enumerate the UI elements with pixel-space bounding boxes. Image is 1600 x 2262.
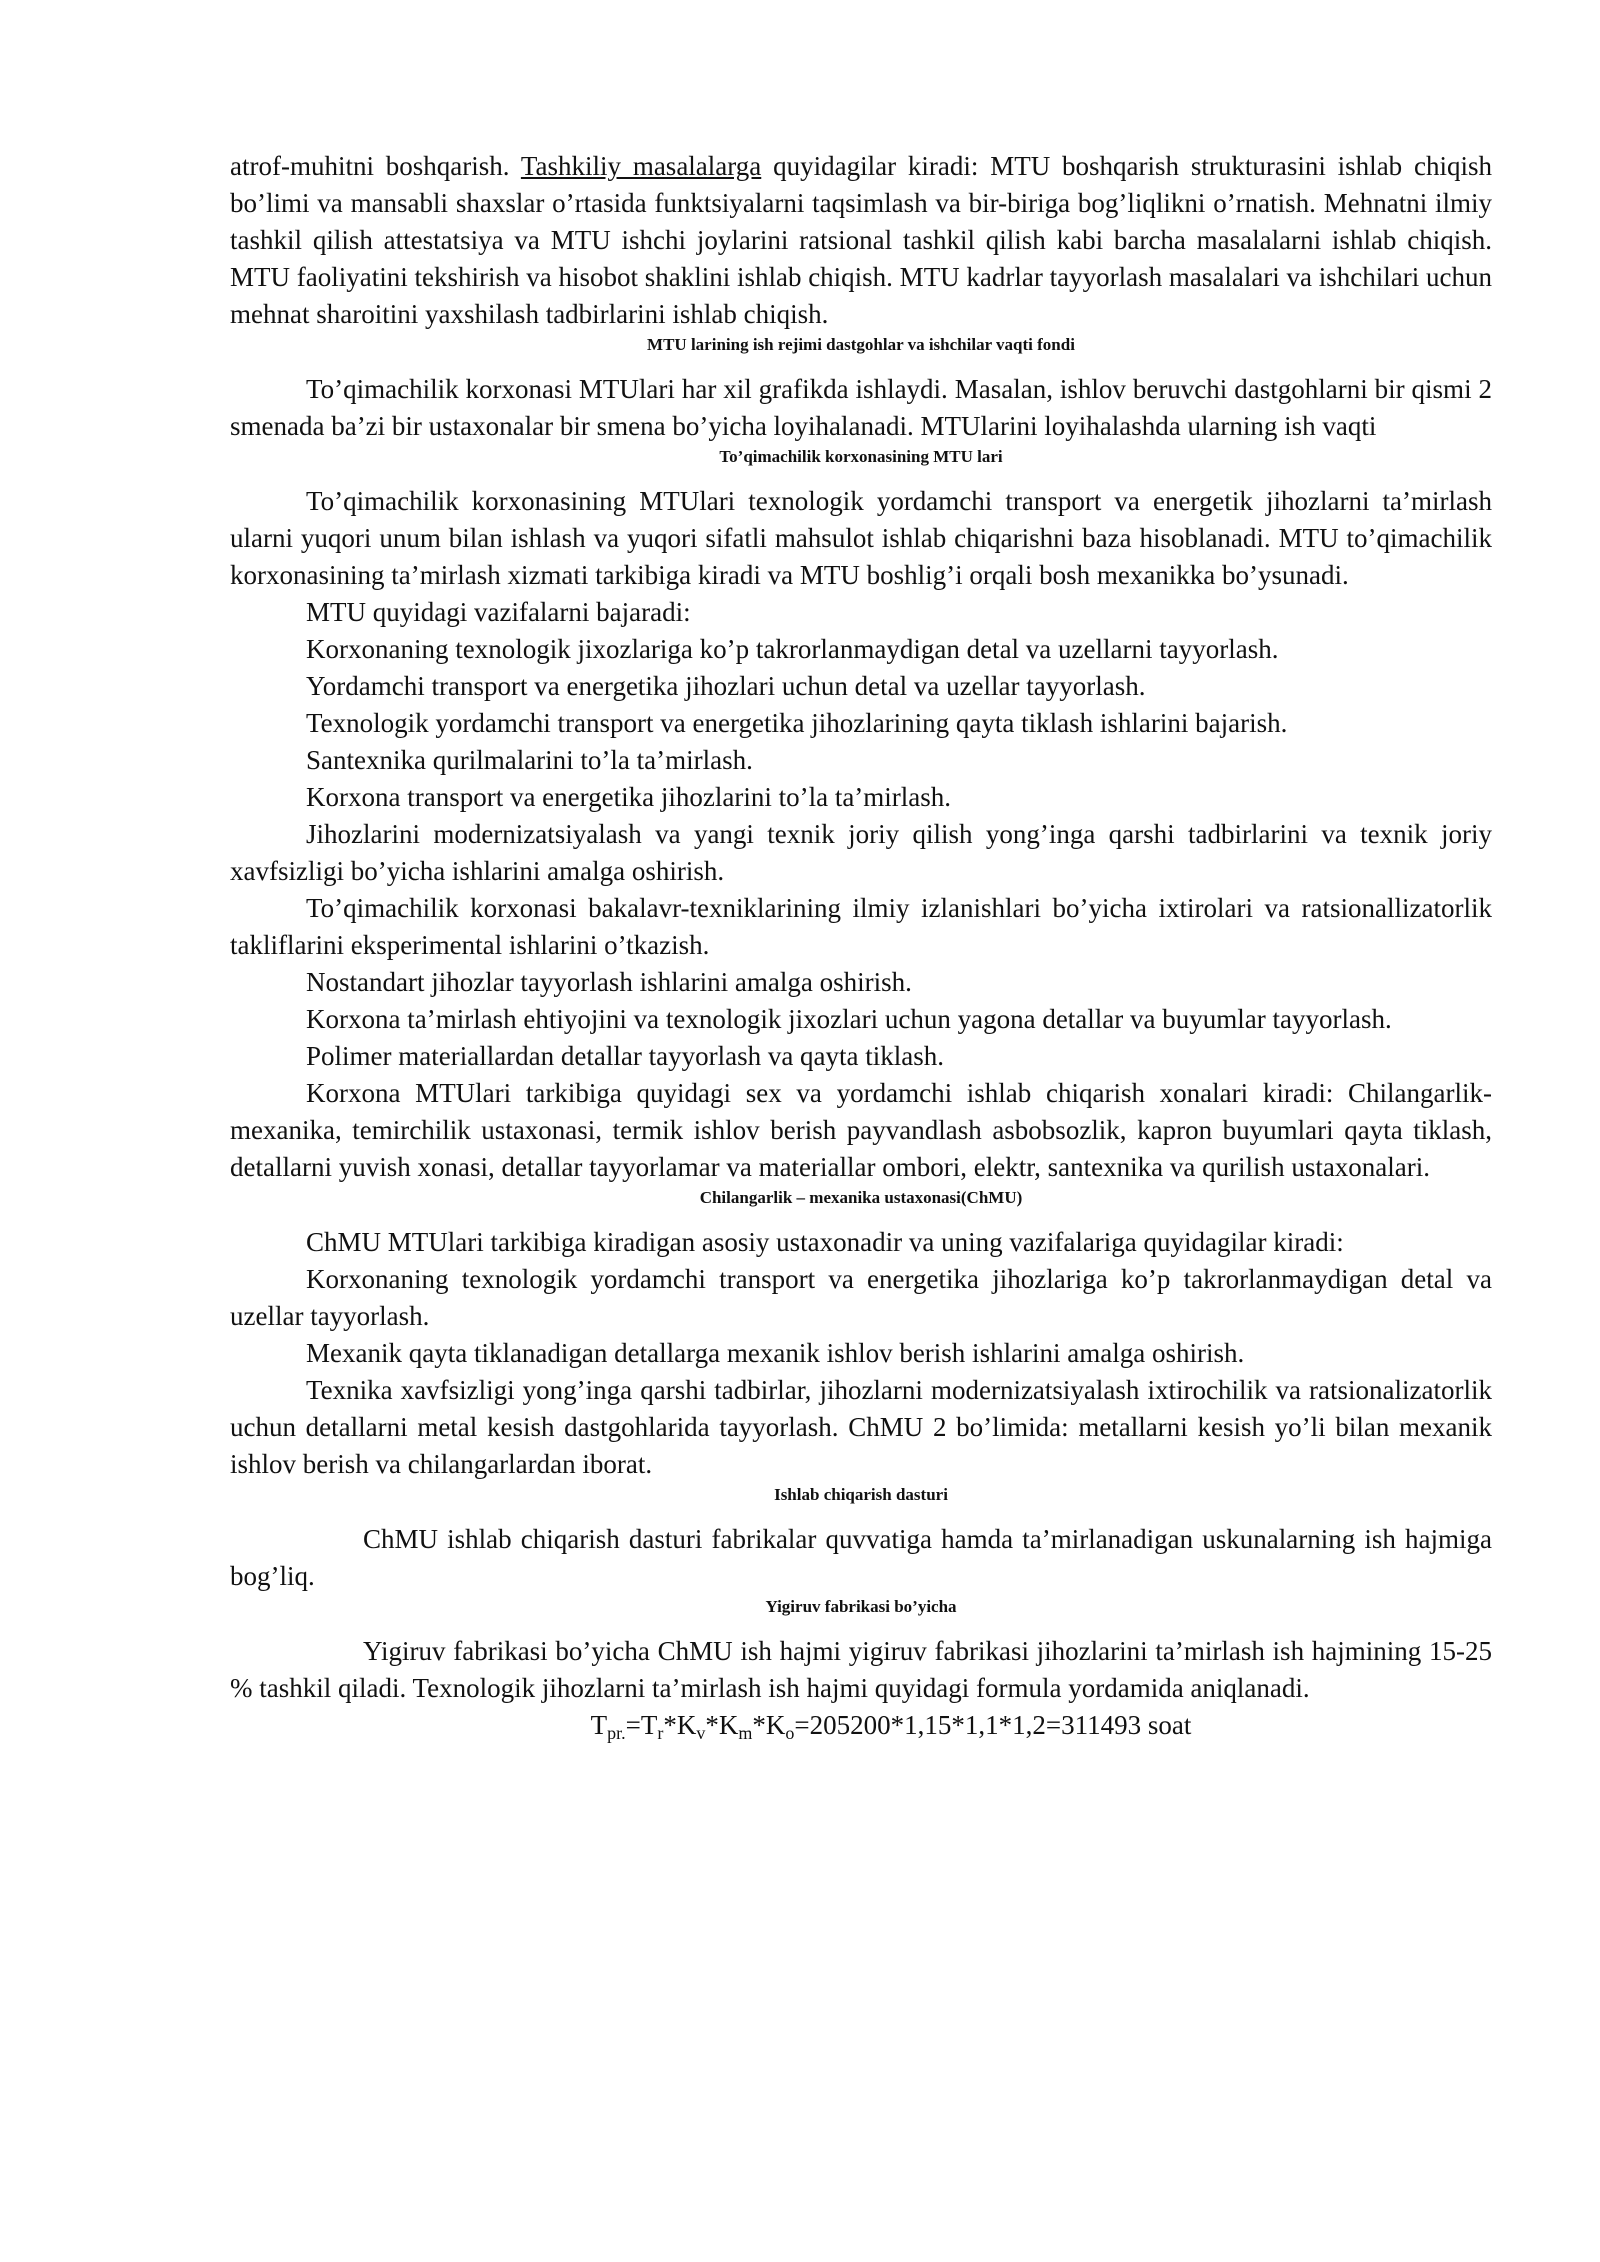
list-item: Polimer materiallardan detallar tayyorlash va qayta tiklash. [306,1041,945,1071]
paragraph-work-schedule: To’qimachilik korxonasi MTUlari har xil grafikda ishlaydi. Masalan, ishlov beruvchi dastgohlarni bir qismi 2 smenada ba’zi bir ustaxonalar bir smena bo’yicha loyihalanadi. MTUlarini loyihalashda ularning ish vaqti [230,374,1492,441]
list-item: Korxona transport va energetika jihozlarini to’la ta’mirlash. [306,782,952,812]
section-heading-chmu: Chilangarlik – mexanika ustaxonasi(ChMU) [699,1188,1023,1207]
list-item: To’qimachilik korxonasi bakalavr-texniklarining ilmiy izlanishlari bo’yicha ixtirolari va ratsionallizatorlik takliflarini eksperimental ishlarini o’tkazish. [230,893,1492,960]
formula: $T_{pr.}=T_r*K_v*K_m*K_o=205200*1,15*1,1*1,2=311493$ soat [590,1710,1192,1743]
paragraph: ChMU MTUlari tarkibiga kiradigan asosiy ustaxonadir va uning vazifalariga quyidagilar kiradi: [306,1227,1344,1257]
list-item: Nostandart jihozlar tayyorlash ishlarini amalga oshirish. [306,967,912,997]
paragraph: Texnika xavfsizligi yong’inga qarshi tadbirlar, jihozlarni modernizatsiyalash ixtirochilik va ratsionalizatorlik uchun detallarni metal kesish dastgohlarida tayyorlash. ChMU 2 bo’limida: metallarni kesish yo’li bilan mexanik ishlov berish va chilangarlardan iborat. [230,1375,1492,1479]
list-item: MTU quyidagi vazifalarni bajaradi: [306,597,691,627]
intro-rest: quyidagilar kiradi: MTU boshqarish strukturasini ishlab chiqish bo’limi va mansabli shaxslar o’rtasida funktsiyalarni taqsimlash va bir-biriga bog’liqlikni o’rnatish. Mehnatni ilmiy tashkil qilish attestatsiya va MTU ishchi joylarini ratsional tashkil qilish kabi barcha masalalarni ishlab chiqish. MTU faoliyatini tekshirish va hisobot shaklini ishlab chiqish. MTU kadrlar tayyorlash masalalari va ishchilari uchun mehnat sharoitini yaxshilash tadbirlarini ishlab chiqish. [230,151,1492,329]
list-item: Yordamchi transport va energetika jihozlari uchun detal va uzellar tayyorlash. [306,671,1146,701]
section-heading-work-regime: MTU larining ish rejimi dastgohlar va ishchilar vaqti fondi [647,335,1075,354]
list-item: Korxonaning texnologik jixozlariga ko’p takrorlanmaydigan detal va uzellarni tayyorlash. [306,634,1279,664]
paragraph: To’qimachilik korxonasining MTUlari texnologik yordamchi transport va energetik jihozlarni ta’mirlash ularni yuqori unum bilan ishlash va yuqori sifatli mahsulot ishlab chiqarishni baza hisoblanadi. MTU to’qimachilik korxonasining ta’mirlash xizmati tarkibiga kiradi va MTU boshlig’i orqali bosh mexanikka bo’ysunadi. [230,486,1492,590]
paragraph: Korxona MTUlari tarkibiga quyidagi sex va yordamchi ishlab chiqarish xonalari kiradi: Chilangarlik-mexanika, temirchilik ustaxonasi, termik ishlov berish payvandlash asbobsozlik, kapron buyumlari qayta tiklash, detallarni yuvish xonasi, detallar tayyorlamar va materiallar ombori, elektr, santexnika va qurilish ustaxonalari. [230,1078,1492,1182]
list-item: Santexnika qurilmalarini to’la ta’mirlash. [306,745,753,775]
section-heading-spinning-factory: Yigiruv fabrikasi bo’yicha [765,1597,957,1616]
paragraph: ChMU ishlab chiqarish dasturi fabrikalar quvvatiga hamda ta’mirlanadigan uskunalarning ish hajmiga bog’liq. [230,1524,1492,1591]
document-page [230,148,1492,1744]
intro-paragraph [230,148,1492,333]
paragraph: Yigiruv fabrikasi bo’yicha ChMU ish hajmi yigiruv fabrikasi jihozlarini ta’mirlash ish hajmining 15-25 % tashkil qiladi. Texnologik jihozlarni ta’mirlash ish hajmi quyidagi formula yordamida aniqlanadi. [230,1636,1492,1703]
list-item: Jihozlarini modernizatsiyalash va yangi texnik joriy qilish yong’inga qarshi tadbirlarini va texnik joriy xavfsizligi bo’yicha ishlarini amalga oshirish. [230,819,1492,886]
underlined-term: Tashkiliy masalalarga [520,151,762,181]
list-item: Texnologik yordamchi transport va energetika jihozlarining qayta tiklash ishlarini bajarish. [306,708,1288,738]
section-heading-textile-mtu: To’qimachilik korxonasining MTU lari [719,447,1003,466]
intro-lead: atrof-muhitni boshqarish. [230,151,510,181]
list-item: Korxonaning texnologik yordamchi transport va energetika jihozlariga ko’p takrorlanmaydigan detal va uzellar tayyorlash. [230,1264,1492,1331]
list-item: Mexanik qayta tiklanadigan detallarga mexanik ishlov berish ishlarini amalga oshirish. [306,1338,1245,1368]
list-item: Korxona ta’mirlash ehtiyojini va texnologik jixozlari uchun yagona detallar va buyumlar tayyorlash. [306,1004,1392,1034]
section-heading-production-program: Ishlab chiqarish dasturi [774,1485,948,1504]
